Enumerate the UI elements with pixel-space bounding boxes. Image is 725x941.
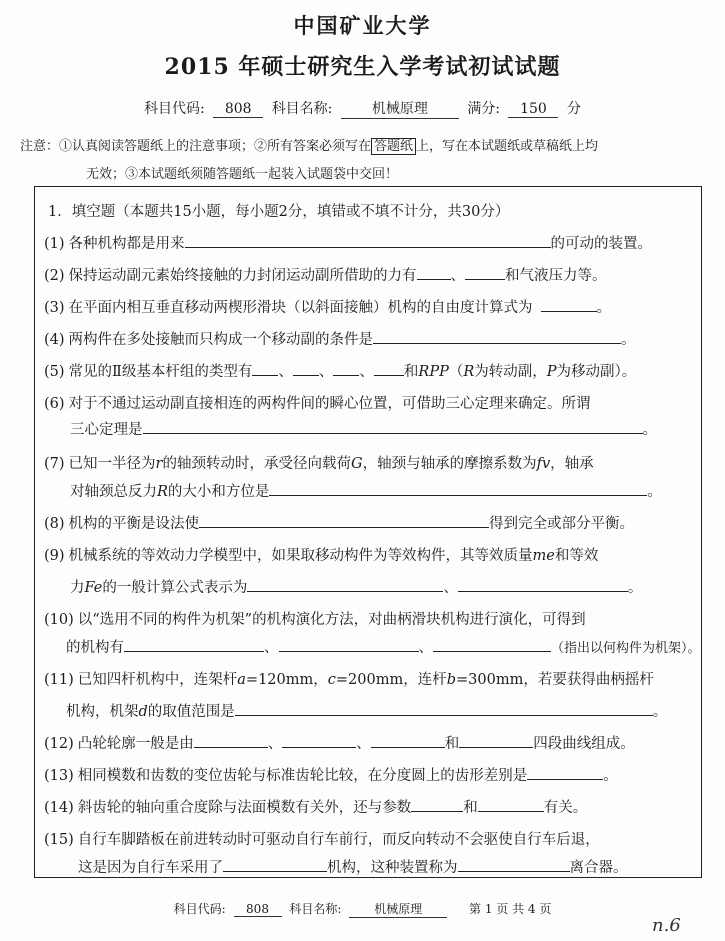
footer-page-info: 第 1 页 共 4 页 bbox=[469, 902, 552, 916]
q15-blank-2 bbox=[458, 857, 570, 872]
q5-blank-2 bbox=[293, 361, 319, 376]
q5-num: (5) bbox=[44, 364, 65, 380]
q3-text-a: 在平面内相互垂直移动两楔形滑块（以斜面接触）机构的自由度计算式为 bbox=[68, 300, 533, 316]
score-unit: 分 bbox=[566, 101, 581, 117]
q5-sep-3: 、 bbox=[359, 364, 374, 380]
q12-blank-2 bbox=[282, 733, 356, 748]
question-5 bbox=[44, 360, 636, 381]
q7-blank bbox=[269, 481, 647, 496]
q11-d: d bbox=[138, 704, 148, 720]
q9-text-f: 。 bbox=[627, 580, 643, 596]
q10-blank-3 bbox=[433, 637, 551, 652]
q14-text-b: 和 bbox=[463, 800, 478, 816]
q4-text-a: 两构件在多处接触而只构成一个移动副的条件是 bbox=[68, 332, 374, 348]
q15-text-a: 自行车脚踏板在前进转动时可驱动自行车前行，而反向转动不会驱使自行车后退， bbox=[77, 832, 600, 848]
q14-text-c: 有关。 bbox=[543, 800, 588, 816]
q9-me: me bbox=[532, 548, 555, 564]
q9-text-c: 力 bbox=[70, 580, 85, 596]
q5-blank-4 bbox=[374, 361, 404, 376]
question-15-cont bbox=[78, 856, 628, 877]
q11-blank bbox=[235, 701, 653, 716]
q7-text-c: ，轴颈与轴承的摩擦系数为 bbox=[362, 456, 537, 472]
question-3 bbox=[44, 296, 611, 317]
q6-text-a: 对于不通过运动副直接相连的两构件间的瞬心位置，可借助三心定理来确定。所谓 bbox=[68, 396, 591, 412]
q1-blank bbox=[185, 233, 551, 248]
q7-text-a: 已知一半径为 bbox=[68, 456, 156, 472]
section-title: 1．填空题（本题共15小题，每小题2分，填错或不填不计分，共30分） bbox=[48, 204, 510, 220]
q12-text-a: 凸轮轮廓一般是由 bbox=[77, 736, 194, 752]
q11-text-d: 机构，机架 bbox=[66, 704, 139, 720]
q15-text-d: 离合器。 bbox=[569, 860, 628, 876]
q2-blank-2 bbox=[465, 265, 505, 280]
q7-num: (7) bbox=[44, 456, 65, 472]
q10-num: (10) bbox=[44, 612, 74, 628]
notice-line2: 无效；③本试题纸须随答题纸一起装入试题袋中交回！ bbox=[86, 167, 399, 182]
q10-blank-1 bbox=[124, 637, 264, 652]
q2-text-a: 保持运动副元素始终接触的力封闭运动副所借助的力有 bbox=[68, 268, 417, 284]
q13-text-b: 。 bbox=[603, 768, 618, 784]
subject-name: 机械原理 bbox=[341, 98, 459, 119]
q9-sep: 、 bbox=[443, 580, 458, 596]
q8-blank bbox=[199, 513, 489, 528]
q4-num: (4) bbox=[44, 332, 65, 348]
q4-blank bbox=[373, 329, 621, 344]
q9-blank-2 bbox=[458, 577, 628, 592]
question-10 bbox=[44, 608, 586, 629]
q2-num: (2) bbox=[44, 268, 65, 284]
q6-text-c: 。 bbox=[642, 422, 657, 438]
q7-text-g2: 。 bbox=[647, 484, 662, 500]
q5-p: P bbox=[546, 364, 557, 380]
q15-text-b: 这是因为自行车采用了 bbox=[78, 860, 223, 876]
q8-text-a: 机构的平衡是设法使 bbox=[68, 516, 200, 532]
q1-text-a: 各种机构都是用来 bbox=[68, 236, 185, 252]
q5-r: R bbox=[463, 364, 475, 380]
q10-text-e: （指出以何构件为机架）。 bbox=[551, 641, 701, 656]
q5-rpp: RPP bbox=[418, 364, 449, 380]
q9-text-d: 的一般计算公式表示为 bbox=[102, 580, 248, 596]
q5-text-a: 常见的Ⅱ级基本杆组的类型有 bbox=[68, 364, 253, 380]
q12-text-e: 四段曲线组成。 bbox=[533, 736, 635, 752]
q11-text-c2: =200mm，连杆 bbox=[335, 672, 447, 688]
footer-name: 机械原理 bbox=[349, 900, 447, 918]
university-name: 中国矿业大学 bbox=[293, 13, 432, 38]
question-13 bbox=[44, 764, 618, 785]
q12-text-d: 和 bbox=[444, 736, 460, 752]
q7-text-d: ，轴承 bbox=[550, 456, 594, 472]
q5-sep-1: 、 bbox=[278, 364, 293, 380]
q2-sep: 、 bbox=[450, 268, 466, 284]
notice-line1-a: 注意：①认真阅读答题纸上的注意事项；②所有答案必须写在 bbox=[20, 139, 372, 154]
q11-a: a bbox=[237, 672, 246, 688]
q9-fe: Fe bbox=[84, 580, 103, 596]
question-6-cont bbox=[70, 418, 657, 439]
q11-text-e: 的取值范围是 bbox=[147, 704, 235, 720]
handwritten-page-mark: n.6 bbox=[652, 915, 681, 936]
exam-notice bbox=[20, 133, 710, 189]
q6-num: (6) bbox=[44, 396, 65, 412]
q11-c: c bbox=[327, 672, 336, 688]
question-7-cont bbox=[70, 480, 662, 501]
q5-sep-2: 、 bbox=[318, 364, 334, 380]
q6-text-b: 三心定理是 bbox=[70, 422, 143, 438]
q10-sep-2: 、 bbox=[418, 640, 433, 656]
q2-blank-1 bbox=[417, 265, 451, 280]
q12-blank-3 bbox=[371, 733, 445, 748]
question-12 bbox=[44, 732, 635, 753]
q15-num: (15) bbox=[44, 832, 74, 848]
question-11 bbox=[44, 668, 654, 689]
subject-code-label: 科目代码: bbox=[144, 101, 205, 117]
q9-num: (9) bbox=[44, 548, 65, 564]
q5-paren: （ bbox=[448, 364, 464, 380]
question-9 bbox=[44, 544, 598, 565]
notice-line1-b: 上，写在本试题纸或草稿纸上均 bbox=[416, 139, 599, 154]
q10-blank-2 bbox=[279, 637, 419, 652]
q7-fv: fv bbox=[536, 456, 551, 472]
q10-text-b: 的机构有 bbox=[66, 640, 124, 656]
q11-text-a2: =120mm， bbox=[245, 672, 328, 688]
q5-text-c3: 为移动副）。 bbox=[556, 364, 637, 380]
footer-name-label: 科目名称: bbox=[289, 902, 342, 916]
q5-blank-1 bbox=[252, 361, 278, 376]
q12-num: (12) bbox=[44, 736, 74, 752]
subject-name-label: 科目名称: bbox=[271, 101, 333, 117]
q3-text-b: 。 bbox=[596, 300, 612, 316]
q12-blank-4 bbox=[459, 733, 533, 748]
q8-text-b: 得到完全或部分平衡。 bbox=[489, 516, 635, 532]
notice-boxed-word: 答题纸 bbox=[371, 138, 416, 155]
q13-num: (13) bbox=[44, 768, 74, 784]
full-score: 150 bbox=[508, 101, 558, 118]
subject-meta-row bbox=[0, 98, 725, 119]
subject-code: 808 bbox=[213, 101, 263, 118]
page-footer bbox=[0, 900, 725, 918]
q11-text-f: 。 bbox=[652, 704, 668, 720]
question-14 bbox=[44, 796, 587, 817]
q2-text-c: 和气液压力等。 bbox=[505, 268, 607, 284]
q1-text-b: 的可动的装置。 bbox=[550, 236, 653, 252]
full-score-label: 满分: bbox=[467, 101, 501, 117]
q1-num: (1) bbox=[44, 236, 65, 252]
q7-g: G bbox=[350, 456, 363, 472]
q8-num: (8) bbox=[44, 516, 65, 532]
footer-code-label: 科目代码: bbox=[173, 902, 226, 916]
exam-title: 2015 年硕士研究生入学考试初试试题 bbox=[164, 54, 561, 80]
q11-num: (11) bbox=[44, 672, 74, 688]
q7-r: r bbox=[155, 456, 163, 472]
question-11-cont bbox=[66, 700, 667, 721]
q6-blank bbox=[143, 419, 643, 434]
question-1 bbox=[44, 232, 652, 253]
question-2 bbox=[44, 264, 607, 285]
q7-text-b: 的轴颈转动时，承受径向载荷 bbox=[162, 456, 351, 472]
q10-sep-1: 、 bbox=[264, 640, 279, 656]
q9-text-b: 和等效 bbox=[554, 548, 599, 564]
q7-text-e: 对轴颈总反力 bbox=[70, 484, 157, 500]
q13-text-a: 相同模数和齿数的变位齿轮与标准齿轮比较，在分度圆上的齿形差别是 bbox=[77, 768, 528, 784]
q3-blank bbox=[541, 297, 597, 312]
q5-text-b: 和 bbox=[403, 364, 419, 380]
question-6 bbox=[44, 392, 591, 413]
question-8 bbox=[44, 512, 634, 533]
q11-text-a: 已知四杆机构中，连架杆 bbox=[77, 672, 238, 688]
q11-b: b bbox=[446, 672, 456, 688]
q12-sep-1: 、 bbox=[267, 736, 283, 752]
q15-text-c: 机构，这种装置称为 bbox=[327, 860, 458, 876]
q12-sep-2: 、 bbox=[356, 736, 371, 752]
q3-num: (3) bbox=[44, 300, 65, 316]
q10-text-a: 以“选用不同的构件为机架”的机构演化方法，对曲柄滑块机构进行演化，可得到 bbox=[77, 612, 586, 628]
q15-blank-1 bbox=[223, 857, 327, 872]
q14-num: (14) bbox=[44, 800, 74, 816]
q7-text-f: 的大小和方位是 bbox=[167, 484, 270, 500]
footer-code: 808 bbox=[234, 902, 282, 917]
q5-text-c2: 为转动副， bbox=[474, 364, 547, 380]
q13-blank bbox=[527, 765, 603, 780]
q9-blank-1 bbox=[247, 577, 443, 592]
q7-R: R bbox=[157, 484, 168, 500]
q12-blank-1 bbox=[194, 733, 268, 748]
question-15 bbox=[44, 828, 600, 849]
question-7 bbox=[44, 452, 594, 473]
question-4 bbox=[44, 328, 636, 349]
question-10-cont bbox=[66, 636, 701, 657]
q14-blank-1 bbox=[411, 797, 463, 812]
q11-text-b2: =300mm，若要获得曲柄摇杆 bbox=[456, 672, 654, 688]
question-9-cont bbox=[70, 576, 642, 597]
q9-text-a: 机械系统的等效动力学模型中，如果取移动构件为等效构件，其等效质量 bbox=[68, 548, 533, 564]
q14-text-a: 斜齿轮的轴向重合度除与法面模数有关外，还与参数 bbox=[77, 800, 412, 816]
q5-blank-3 bbox=[333, 361, 359, 376]
q14-blank-2 bbox=[478, 797, 544, 812]
q4-text-b: 。 bbox=[621, 332, 636, 348]
